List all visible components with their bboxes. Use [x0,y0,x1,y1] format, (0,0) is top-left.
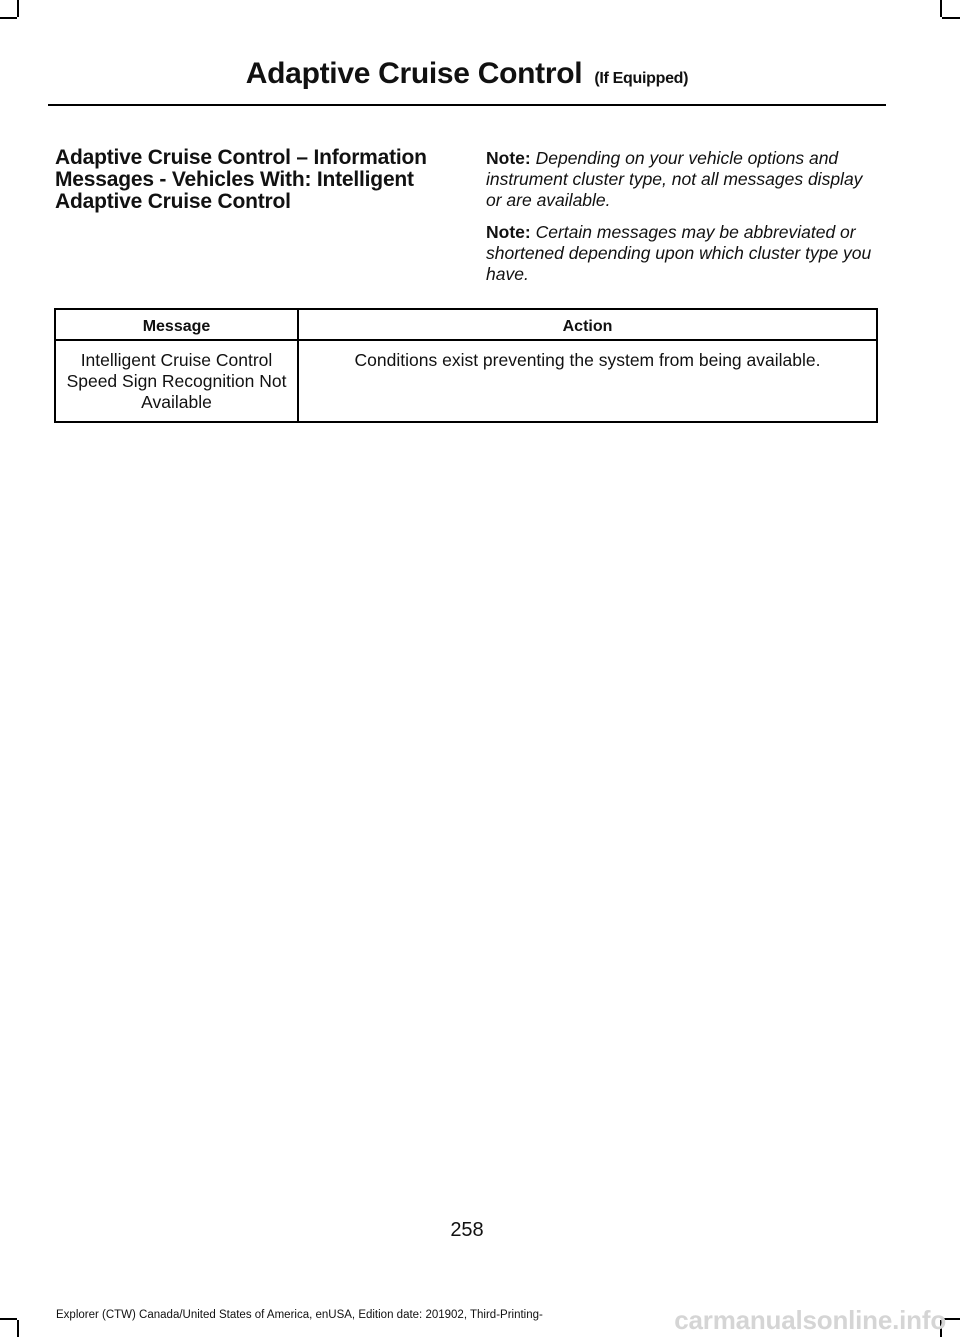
note-label: Note: [486,222,531,242]
notes-column [486,148,878,296]
messages-table [54,308,878,423]
header-divider [48,104,886,106]
action-cell: Conditions exist preventing the system from being available. [298,340,877,422]
column-header-message: Message [55,309,298,340]
crop-mark [17,1320,19,1337]
crop-mark [0,1318,17,1320]
page-number: 258 [450,1219,484,1241]
note [486,148,878,211]
table-row [55,340,877,422]
section-title: Adaptive Cruise Control – Information Messages - Vehicles With: Intelligent Adaptive Cruise Control [55,146,427,213]
running-header [48,56,886,97]
message-cell: Intelligent Cruise Control Speed Sign Recognition Not Available [55,340,298,422]
column-header-action: Action [298,309,877,340]
crop-mark [942,17,960,19]
note-label: Note: [486,148,531,168]
table-header-row [55,309,877,340]
header-subtitle: (If Equipped) [594,70,689,87]
watermark: carmanualsonline.info [674,1305,946,1335]
note [486,222,878,285]
header-title: Adaptive Cruise Control [245,57,583,90]
crop-mark [17,0,19,17]
note-text: Certain messages may be abbreviated or shortened depending upon which cluster type you have. [486,222,872,284]
note-text: Depending on your vehicle options and instrument cluster type, not all messages display or are available. [486,148,863,210]
crop-mark [940,0,942,17]
edition-footer: Explorer (CTW) Canada/United States of America, enUSA, Edition date: 201902, Third-Printing- [56,1309,543,1321]
crop-mark [0,17,17,19]
